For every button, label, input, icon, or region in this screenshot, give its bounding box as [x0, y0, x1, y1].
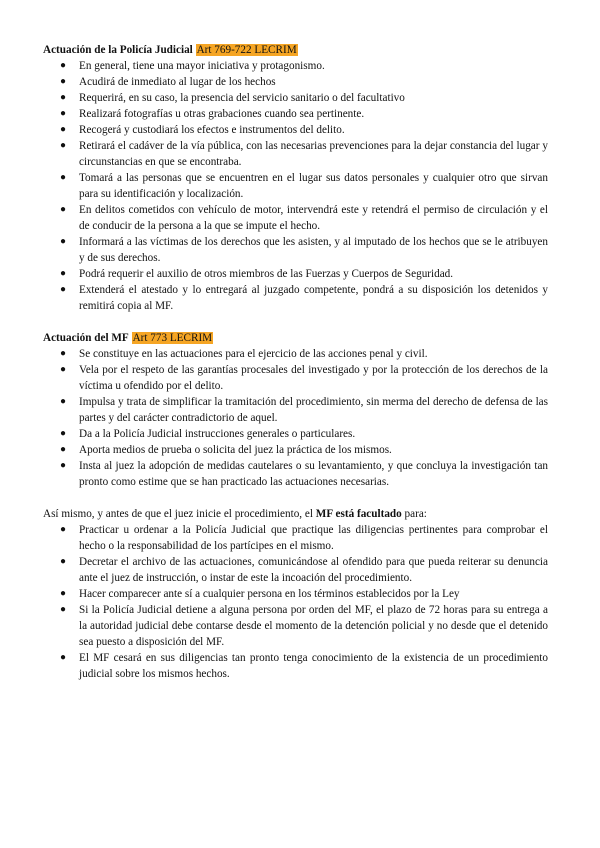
bullet-icon: ●: [60, 92, 67, 103]
list-item: ● Podrá requerir el auxilio de otros miembros de las Fuerzas y Cuerpos de Seguridad.: [60, 268, 454, 280]
bullet-icon: ●: [60, 428, 67, 439]
bold-phrase: MF está facultado: [315, 508, 402, 520]
list-item: ● Vela por el respeto de las garantías procesales del investigado y por la protección de los derechos de la víctima u ofendido por el delito.: [60, 364, 548, 392]
list-item: ● Tomará a las personas que se encuentren en el lugar sus datos personales y cualquier otro que sirvan para su identificación y localización.: [60, 172, 548, 200]
bullet-icon: ●: [60, 556, 67, 567]
bullet-icon: ●: [60, 652, 67, 663]
list-item: ● Da a la Policía Judicial instrucciones generales o particulares.: [60, 428, 356, 440]
bullet-icon: ●: [60, 172, 67, 183]
bullet-icon: ●: [60, 268, 67, 279]
mf-facultades-intro: Así mismo, y antes de que el juez inicie el procedimiento, el MF está facultado para:: [43, 508, 427, 520]
bullet-icon: ●: [60, 396, 67, 407]
list-item: ● Si la Policía Judicial detiene a alguna persona por orden del MF, el plazo de 72 horas para su entrega a la autoridad judicial debe contarse desde el momento de la detención policial y no desde que el detenido sea puesto a disposición del MF.: [60, 604, 548, 648]
list-item: ● Practicar u ordenar a la Policía Judicial que practique las diligencias pertinentes para comprobar el hecho o la responsabilidad de los partícipes en el mismo.: [60, 524, 548, 552]
bullet-icon: ●: [60, 444, 67, 455]
bullet-icon: ●: [60, 108, 67, 119]
bullet-list-policia-judicial: [43, 58, 548, 314]
list-item: ● Retirará el cadáver de la vía pública, con las necesarias prevenciones para la dejar constancia del lugar y circunstancias en que se encontraba.: [60, 140, 548, 168]
list-item: ● Impulsa y trata de simplificar la tramitación del procedimiento, sin merma del derecho de defensa de las partes y del carácter contradictorio de aquel.: [60, 396, 548, 424]
article-reference-highlight: Art 773 LECRIM: [132, 332, 213, 344]
section-heading-mf: [43, 330, 548, 346]
list-item: ● En general, tiene una mayor iniciativa y protagonismo.: [60, 60, 325, 72]
bullet-icon: ●: [60, 76, 67, 87]
list-item: ● Extenderá el atestado y lo entregará al juzgado competente, pondrá a su disposición los detenidos y remitirá copia al MF.: [60, 284, 548, 312]
bullet-icon: ●: [60, 460, 67, 471]
section-spacer: [43, 314, 548, 330]
list-item: ● En delitos cometidos con vehículo de motor, intervendrá este y retendrá el permiso de circulación y el de conducir de la persona a la que se impute el hecho.: [60, 204, 548, 232]
bullet-icon: ●: [60, 364, 67, 375]
article-reference-highlight: Art 769-722 LECRIM: [196, 44, 297, 56]
list-item: ● Requerirá, en su caso, la presencia del servicio sanitario o del facultativo: [60, 92, 405, 104]
bullet-icon: ●: [60, 284, 67, 295]
list-item: ● Insta al juez la adopción de medidas cautelares o su levantamiento, y que concluya la investigación tan pronto como estime que se han practicado las actuaciones necesarias.: [60, 460, 548, 488]
section-spacer: [43, 490, 548, 506]
bullet-icon: ●: [60, 604, 67, 615]
bullet-icon: ●: [60, 348, 67, 359]
bullet-list-mf: [43, 346, 548, 490]
section-title: Actuación del MF: [43, 332, 129, 344]
bullet-icon: ●: [60, 204, 67, 215]
list-item: ● Decretar el archivo de las actuaciones, comunicándose al ofendido para que pueda reiterar su denuncia ante el juez de instrucción, o instar de este la incoación del procedimiento.: [60, 556, 548, 584]
list-item: ● El MF cesará en sus diligencias tan pronto tenga conocimiento de la existencia de un procedimiento judicial sobre los mismos hechos.: [60, 652, 548, 680]
bullet-list-mf-facultades: [43, 522, 548, 682]
list-item: ● Se constituye en las actuaciones para el ejercicio de las acciones penal y civil.: [60, 348, 428, 360]
bullet-icon: ●: [60, 60, 67, 71]
bullet-icon: ●: [60, 236, 67, 247]
bullet-icon: ●: [60, 124, 67, 135]
bullet-icon: ●: [60, 524, 67, 535]
list-item: ● Hacer comparecer ante sí a cualquier persona en los términos establecidos por la Ley: [60, 588, 460, 600]
list-item: ● Acudirá de inmediato al lugar de los hechos: [60, 76, 276, 88]
bullet-icon: ●: [60, 140, 67, 151]
list-item: ● Informará a las víctimas de los derechos que les asisten, y al imputado de los hechos que se le atribuyen y de sus derechos.: [60, 236, 548, 264]
section-heading-policia-judicial: [43, 42, 548, 58]
list-item: ● Aporta medios de prueba o solicita del juez la práctica de los mismos.: [60, 444, 392, 456]
list-item: ● Recogerá y custodiará los efectos e instrumentos del delito.: [60, 124, 345, 136]
section-title: Actuación de la Policía Judicial: [43, 44, 193, 56]
list-item: ● Realizará fotografías u otras grabaciones cuando sea pertinente.: [60, 108, 365, 120]
bullet-icon: ●: [60, 588, 67, 599]
